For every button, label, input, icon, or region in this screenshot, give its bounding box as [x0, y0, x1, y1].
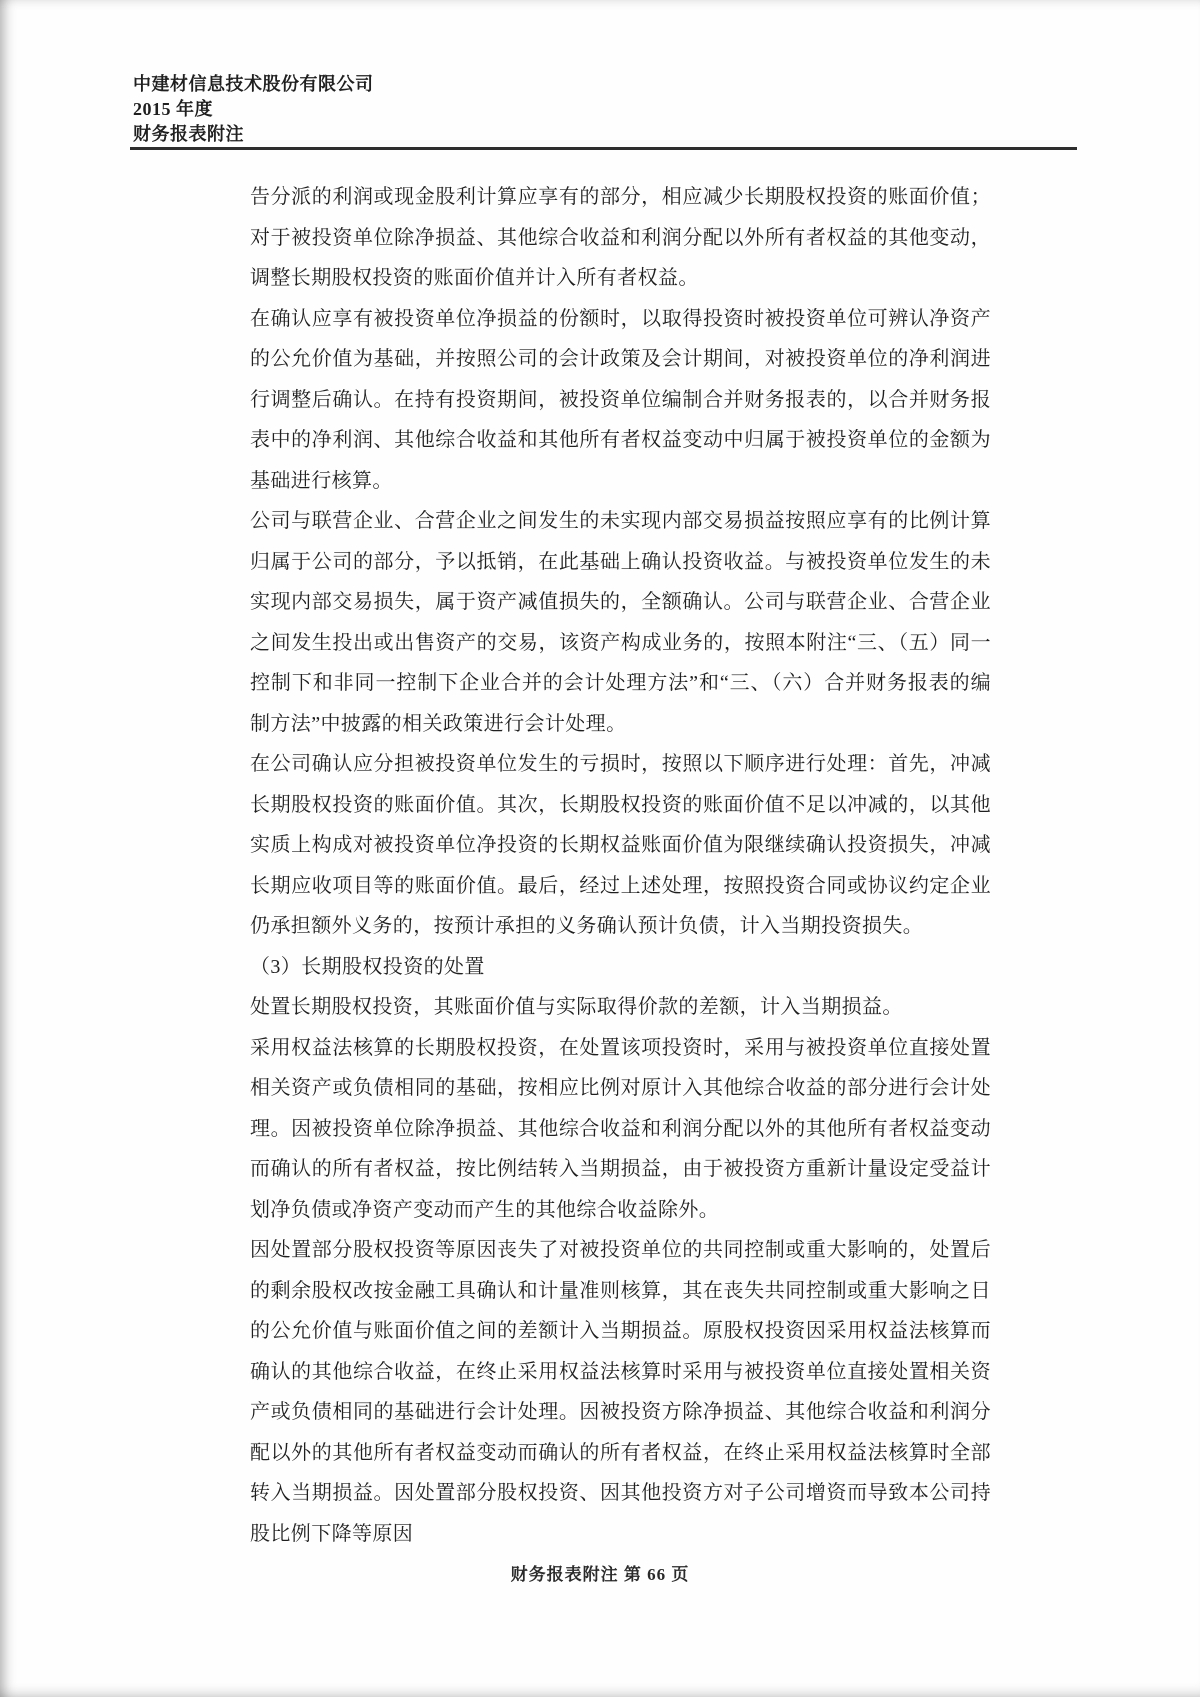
- body-paragraph: 在公司确认应分担被投资单位发生的亏损时，按照以下顺序进行处理：首先，冲减长期股权投资的账面价值。其次，长期股权投资的账面价值不足以冲减的，以其他实质上构成对被投资单位净投资的长期权益账面价值为限继续确认投资损失，冲减长期应收项目等的账面价值。最后，经过上述处理，按照投资合同或协议约定企业仍承担额外义务的，按预计承担的义务确认预计负债，计入当期投资损失。: [250, 753, 991, 937]
- header-divider: [130, 147, 1077, 150]
- page-footer: [0, 1560, 1200, 1585]
- body-paragraph: 采用权益法核算的长期股权投资，在处置该项投资时，采用与被投资单位直接处置相关资产或负债相同的基础，按相应比例对原计入其他综合收益的部分进行会计处理。因被投资单位除净损益、其他综合收益和利润分配以外的其他所有者权益变动而确认的所有者权益，按比例结转入当期损益，由于被投资方重新计量设定受益计划净负债或净资产变动而产生的其他综合收益除外。: [250, 1036, 991, 1221]
- section-heading: （3）长期股权投资的处置: [250, 955, 485, 978]
- page-number-label: 财务报表附注 第 66 页: [510, 1565, 690, 1584]
- body-paragraph: 处置长期股权投资，其账面价值与实际取得价款的差额，计入当期损益。: [250, 996, 903, 1018]
- body-paragraph: 告分派的利润或现金股利计算应享有的部分，相应减少长期股权投资的账面价值；对于被投资单位除净损益、其他综合收益和利润分配以外所有者权益的其他变动，调整长期股权投资的账面价值并计入所有者权益。: [250, 186, 991, 289]
- body-paragraph: 在确认应享有被投资单位净损益的份额时，以取得投资时被投资单位可辨认净资产的公允价值为基础，并按照公司的会计政策及会计期间，对被投资单位的净利润进行调整后确认。在持有投资期间，被投资单位编制合并财务报表的，以合并财务报表中的净利润、其他综合收益和其他所有者权益变动中归属于被投资单位的金额为基础进行核算。: [250, 307, 991, 492]
- body-paragraph: 因处置部分股权投资等原因丧失了对被投资单位的共同控制或重大影响的，处置后的剩余股权改按金融工具确认和计量准则核算，其在丧失共同控制或重大影响之日的公允价值与账面价值之间的差额计入当期损益。原股权投资因采用权益法核算而确认的其他综合收益，在终止采用权益法核算时采用与被投资单位直接处置相关资产或负债相同的基础进行会计处理。因被投资方除净损益、其他综合收益和利润分配以外的其他所有者权益变动而确认的所有者权益，在终止采用权益法核算时全部转入当期损益。因处置部分股权投资、因其他投资方对子公司增资而导致本公司持股比例下降等原因: [250, 1239, 991, 1545]
- report-period: 2015 年度: [133, 99, 213, 119]
- body-paragraph: 公司与联营企业、合营企业之间发生的未实现内部交易损益按照应享有的比例计算归属于公司的部分，予以抵销，在此基础上确认投资收益。与被投资单位发生的未实现内部交易损失，属于资产减值损失的，全额确认。公司与联营企业、合营企业之间发生投出或出售资产的交易，该资产构成业务的，按照本附注“三、（五）同一控制下和非同一控制下企业合并的会计处理方法”和“三、（六）合并财务报表的编制方法”中披露的相关政策进行会计处理。: [250, 510, 991, 735]
- company-name: 中建材信息技术股份有限公司: [133, 74, 374, 94]
- document-body: [250, 177, 991, 1554]
- document-header: [133, 72, 1078, 147]
- document-title: 财务报表附注: [133, 124, 244, 144]
